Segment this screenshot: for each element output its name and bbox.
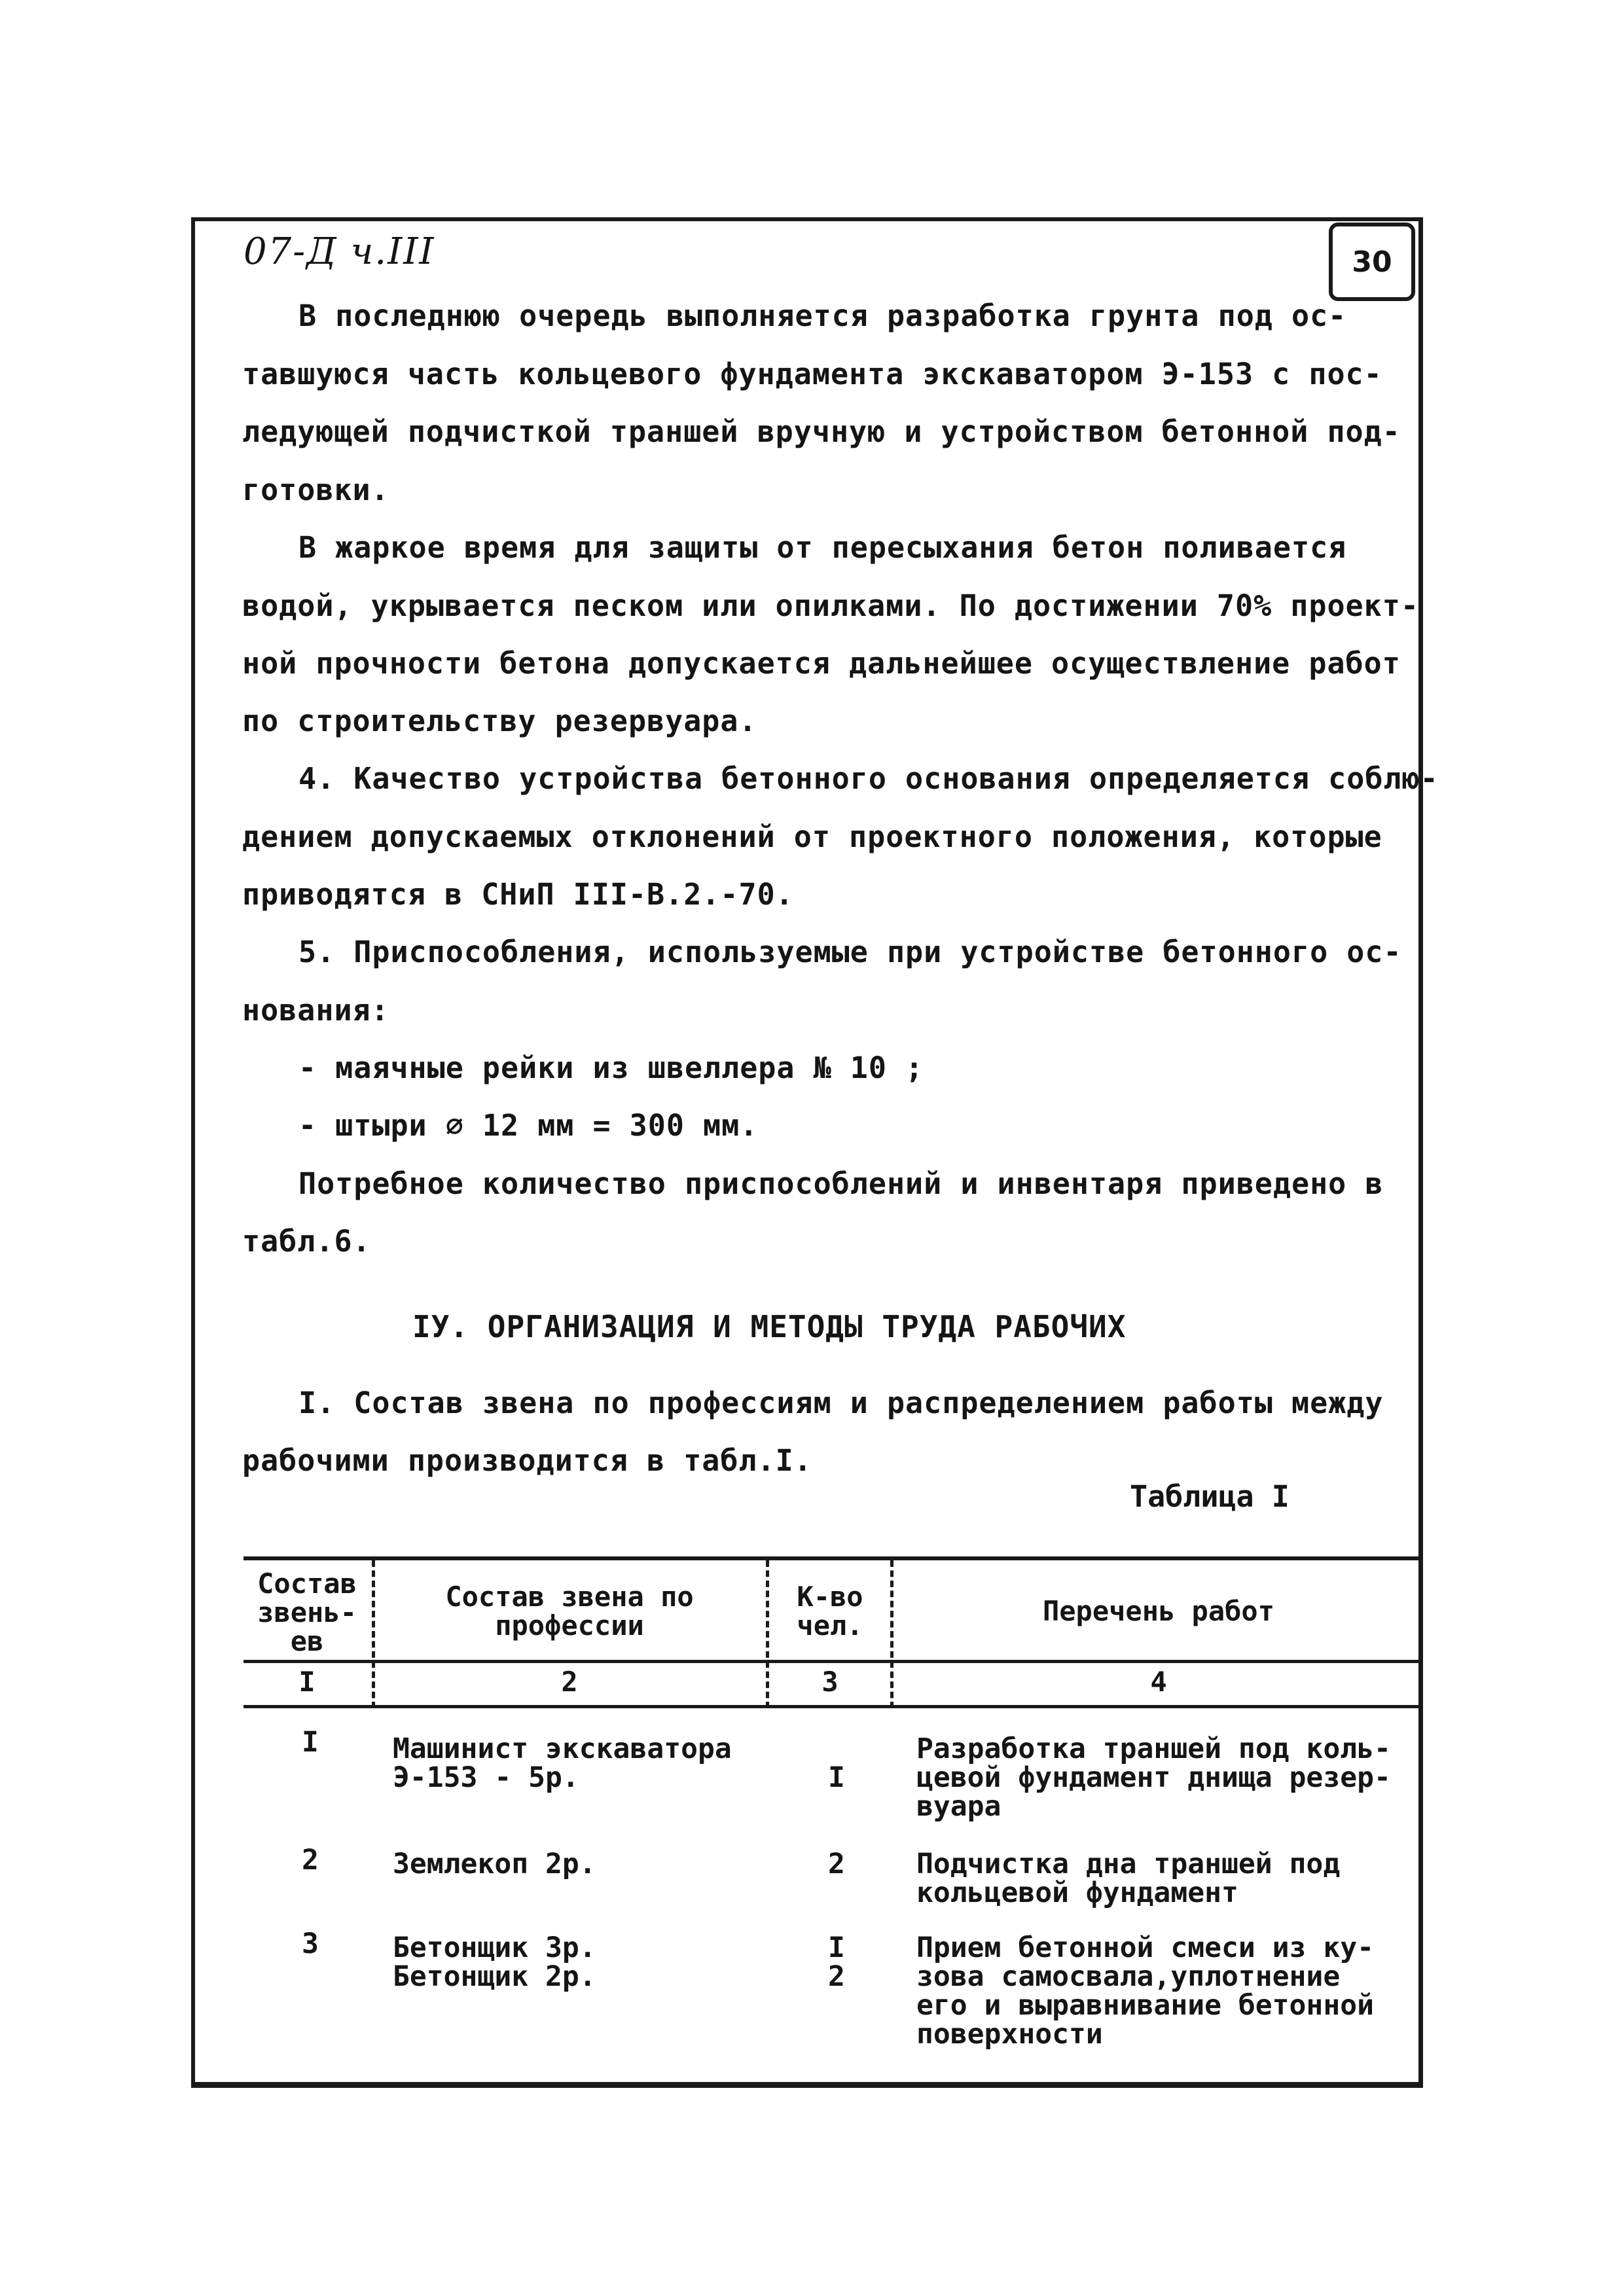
text-line: 4. Качество устройства бетонного основания определяется соблю- (298, 761, 1439, 796)
table-header-rule (244, 1660, 1423, 1663)
text-line: нования: (242, 993, 389, 1028)
table-cell-works: Разработка траншей под коль- цевой фундамент днища резер- вуара (916, 1732, 1391, 1823)
column-divider (766, 1560, 769, 1708)
text-line: I. Состав звена по профессиям и распределением работы между (298, 1386, 1384, 1420)
table-row-number: 2 (302, 1844, 319, 1876)
table-cell-works: Прием бетонной смеси из ку- зова самосвала,уплотнение его и выравнивание бетонной поверхности (916, 1931, 1374, 2051)
table-cell-profession: Бетонщик 3р. Бетонщик 2р. (393, 1931, 596, 1993)
column-divider (890, 1560, 893, 1708)
text-line: - маячные рейки из швеллера № 10 ; (298, 1050, 924, 1085)
table-number-rule (244, 1705, 1423, 1708)
table-header-cell: Перечень работ (1042, 1595, 1274, 1627)
table-cell-count: I 2 (828, 1931, 845, 1993)
table-header-cell: К-во чел. (797, 1581, 863, 1641)
table-row-number: I (302, 1726, 319, 1759)
text-line: табл.6. (242, 1224, 371, 1259)
table-caption: Таблица I (1130, 1479, 1290, 1514)
text-line: приводятся в СНиП III-В.2.-70. (242, 877, 794, 912)
text-line: дением допускаемых отклонений от проектного положения, которые (242, 819, 1382, 854)
column-number: 2 (561, 1666, 578, 1698)
table-cell-profession: Машинист экскаватора Э-153 - 5р. (393, 1732, 732, 1794)
section-heading: IУ. ОРГАНИЗАЦИЯ И МЕТОДЫ ТРУДА РАБОЧИХ (412, 1309, 1127, 1344)
text-line: рабочими производится в табл.I. (242, 1443, 812, 1478)
text-line: водой, укрывается песком или опилками. По достижении 70% проект- (242, 588, 1419, 623)
table-top-rule (244, 1556, 1423, 1560)
column-number: 3 (821, 1666, 839, 1698)
text-line: тавшуюся часть кольцевого фундамента экскаватором Э-153 с пос- (242, 357, 1382, 391)
table-cell-count: 2 (828, 1848, 845, 1880)
text-line: Потребное количество приспособлений и инвентаря приведено в (298, 1166, 1384, 1201)
table-header-cell: Состав звень- ев (257, 1568, 357, 1657)
table-cell-count: I (828, 1761, 845, 1794)
text-line: готовки. (242, 473, 389, 507)
table-row-number: 3 (302, 1928, 319, 1960)
table-cell-works: Подчистка дна траншей под кольцевой фундамент (916, 1848, 1341, 1909)
page-number: 30 (1329, 223, 1415, 301)
column-number: 4 (1150, 1666, 1167, 1698)
document-code: 07-Д ч.III (244, 230, 435, 273)
column-number: I (298, 1666, 316, 1698)
text-line: ной прочности бетона допускается дальнейшее осуществление работ (242, 646, 1401, 681)
text-line: ледующей подчисткой траншей вручную и устройством бетонной под- (242, 414, 1401, 449)
text-line: В жаркое время для защиты от пересыхания бетон поливается (298, 530, 1347, 565)
column-divider (372, 1560, 375, 1708)
text-line: - штыри ∅ 12 мм = 300 мм. (298, 1108, 759, 1143)
table-cell-profession: Землекоп 2р. (393, 1848, 596, 1880)
text-line: 5. Приспособления, используемые при устройстве бетонного ос- (298, 935, 1402, 969)
text-line: В последнюю очередь выполняется разработка грунта под ос- (298, 298, 1347, 333)
text-line: по строительству резервуара. (242, 704, 757, 738)
table-header-cell: Состав звена по профессии (445, 1581, 694, 1641)
